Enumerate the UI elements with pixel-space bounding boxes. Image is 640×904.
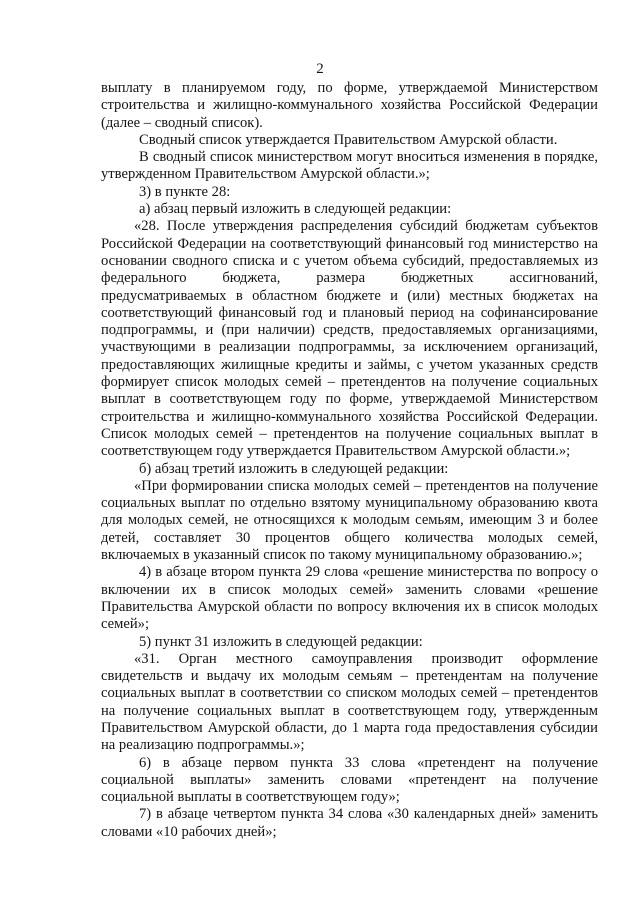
paragraph-item-3: 3) в пункте 28:: [139, 183, 231, 200]
paragraph-clause-31: «31. Орган местного самоуправления производит оформление свидетельств и выдачу их молодым семьям – претендентам на получение социальных выплат в соответствии со списком молодых семей – претендентов на получение социальных выплат в соответствующем году, утвержденным Правительством Амурской области, до 1 марта года предоставления субсидии на реализацию подпрограммы.»;: [101, 650, 598, 754]
paragraph-item-4: 4) в абзаце втором пункта 29 слова «решение министерства по вопросу о включении их в список молодых семей» заменить словами «решение Правительства Амурской области по вопросу включения их в список молодых семей»;: [101, 564, 598, 633]
paragraph-item-5: 5) пункт 31 изложить в следующей редакции:: [139, 633, 423, 650]
paragraph-quota: «При формировании списка молодых семей – претендентов на получение социальных выплат по отдельно взятому муниципальному образованию квота для молодых семей, не относящихся к молодым семьям, имеющим 3 и более детей, составляет 30 процентов общего количества молодых семей, включаемых в указанный список по такому муниципальному образованию.»;: [101, 477, 598, 564]
page-number: 2: [316, 61, 324, 77]
document-body: [101, 80, 598, 841]
paragraph-continuation: выплату в планируемом году, по форме, утверждаемой Министерством строительства и жилищно-коммунального хозяйства Российской Федерации (далее – сводный список).: [101, 80, 598, 131]
paragraph-item-3a: а) абзац первый изложить в следующей редакции:: [139, 201, 452, 218]
paragraph-amendments: В сводный список министерством могут вноситься изменения в порядке, утвержденном Правительством Амурской области.»;: [101, 149, 598, 183]
paragraph-clause-28: «28. После утверждения распределения субсидий бюджетам субъектов Российской Федерации на соответствующий финансовый год министерство на основании сводного списка и с учетом объема субсидий, предоставляемых из федерального бюджета, размера бюджетных ассигнований, предусматриваемых в областном бюджете и (или) местных бюджетах на соответствующий финансовый год и плановый период на софинансирование подпрограммы, и (при наличии) средств, предоставляемых организациями, участвующими в реализации подпрограммы, за исключением организаций, предоставляющих жилищные кредиты и займы, с учетом указанных средств формирует список молодых семей – претендентов на получение социальных выплат в соответствующем году по форме, утверждаемой Министерством строительства и жилищно-коммунального хозяйства Российской Федерации. Список молодых семей – претендентов на получение социальных выплат в соответствующем году утверждается Правительством Амурской области.»;: [101, 218, 598, 460]
paragraph-item-6: 6) в абзаце первом пункта 33 слова «претендент на получение социальной выплаты» заменить словами «претендент на получение социальной выплаты в соответствующем году»;: [101, 754, 598, 806]
paragraph-item-3b: б) абзац третий изложить в следующей редакции:: [139, 460, 449, 477]
paragraph-approval: Сводный список утверждается Правительством Амурской области.: [139, 131, 558, 148]
paragraph-item-7: 7) в абзаце четвертом пункта 34 слова «30 календарных дней» заменить словами «10 рабочих дней»;: [101, 806, 598, 840]
